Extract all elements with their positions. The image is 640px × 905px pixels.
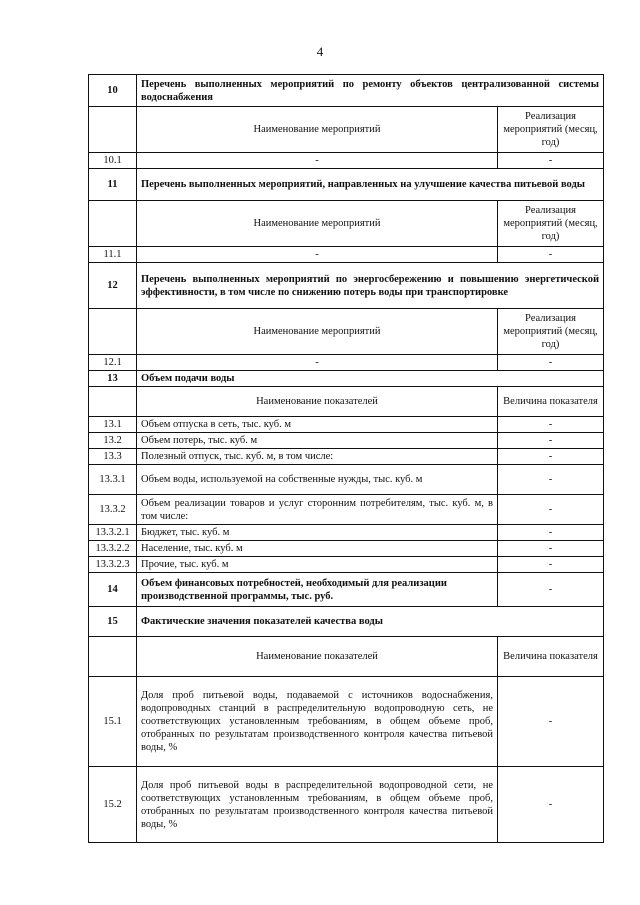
column-header-row bbox=[89, 387, 604, 417]
column-header-row bbox=[89, 107, 604, 153]
section-title: Перечень выполненных мероприятий по ремонту объектов централизованной системы водоснабжения bbox=[137, 75, 604, 107]
row-name: Полезный отпуск, тыс. куб. м, в том числе: bbox=[137, 449, 498, 465]
row-name: - bbox=[137, 247, 498, 263]
column-header-value: Величина показателя bbox=[498, 387, 604, 417]
row-number: 13.3.2.1 bbox=[89, 525, 137, 541]
row-number: 13.3 bbox=[89, 449, 137, 465]
row-name: Население, тыс. куб. м bbox=[137, 541, 498, 557]
table-row bbox=[89, 417, 604, 433]
section-12-header bbox=[89, 263, 604, 309]
row-number: 13.3.2.3 bbox=[89, 557, 137, 573]
section-number: 15 bbox=[89, 607, 137, 637]
row-number: 10.1 bbox=[89, 153, 137, 169]
column-header-events: Наименование мероприятий bbox=[137, 201, 498, 247]
column-header-realization: Реализация мероприятий (месяц, год) bbox=[498, 201, 604, 247]
row-number: 13.2 bbox=[89, 433, 137, 449]
table-row bbox=[89, 525, 604, 541]
row-value: - bbox=[498, 247, 604, 263]
page-number: 4 bbox=[316, 44, 324, 59]
row-number: 13.3.2 bbox=[89, 495, 137, 525]
section-title: Фактические значения показателей качества воды bbox=[137, 607, 604, 637]
section-13-header bbox=[89, 371, 604, 387]
row-name: Объем реализации товаров и услуг сторонним потребителям, тыс. куб. м, в том числе: bbox=[137, 495, 498, 525]
row-name: Объем воды, используемой на собственные нужды, тыс. куб. м bbox=[137, 465, 498, 495]
column-header-realization: Реализация мероприятий (месяц, год) bbox=[498, 107, 604, 153]
row-value: - bbox=[498, 465, 604, 495]
column-header-indicators: Наименование показателей bbox=[137, 637, 498, 677]
section-11-header bbox=[89, 169, 604, 201]
row-value: - bbox=[498, 573, 604, 607]
row-name: - bbox=[137, 355, 498, 371]
row-number: 12.1 bbox=[89, 355, 137, 371]
row-name: Объем отпуска в сеть, тыс. куб. м bbox=[137, 417, 498, 433]
row-value: - bbox=[498, 449, 604, 465]
column-header-row bbox=[89, 309, 604, 355]
table-row bbox=[89, 153, 604, 169]
table-row bbox=[89, 495, 604, 525]
row-name: - bbox=[137, 153, 498, 169]
section-number: 13 bbox=[89, 371, 137, 387]
section-15-header bbox=[89, 607, 604, 637]
section-title: Объем подачи воды bbox=[137, 371, 604, 387]
empty-cell bbox=[89, 201, 137, 247]
row-value: - bbox=[498, 557, 604, 573]
row-name: Бюджет, тыс. куб. м bbox=[137, 525, 498, 541]
table-row bbox=[89, 355, 604, 371]
row-value: - bbox=[498, 767, 604, 843]
row-value: - bbox=[498, 525, 604, 541]
row-number: 13.1 bbox=[89, 417, 137, 433]
row-number: 15.1 bbox=[89, 677, 137, 767]
table-row bbox=[89, 557, 604, 573]
row-name: Прочие, тыс. куб. м bbox=[137, 557, 498, 573]
row-number: 15.2 bbox=[89, 767, 137, 843]
column-header-row bbox=[89, 201, 604, 247]
section-title: Объем финансовых потребностей, необходимый для реализации производственной программы, тыс. руб. bbox=[137, 573, 498, 607]
row-name: Доля проб питьевой воды в распределительной водопроводной сети, не соответствующих установленным требованиям, в общем объеме проб, отобранных по результатам производственного контроля качества питьевой воды, % bbox=[137, 767, 498, 843]
section-14-header bbox=[89, 573, 604, 607]
table-row bbox=[89, 465, 604, 495]
row-value: - bbox=[498, 153, 604, 169]
column-header-row bbox=[89, 637, 604, 677]
section-number: 12 bbox=[89, 263, 137, 309]
column-header-value: Величина показателя bbox=[498, 637, 604, 677]
table-row bbox=[89, 767, 604, 843]
row-value: - bbox=[498, 417, 604, 433]
table-row bbox=[89, 677, 604, 767]
row-value: - bbox=[498, 495, 604, 525]
column-header-indicators: Наименование показателей bbox=[137, 387, 498, 417]
column-header-realization: Реализация мероприятий (месяц, год) bbox=[498, 309, 604, 355]
table-row bbox=[89, 449, 604, 465]
row-name: Объем потерь, тыс. куб. м bbox=[137, 433, 498, 449]
section-number: 10 bbox=[89, 75, 137, 107]
section-number: 11 bbox=[89, 169, 137, 201]
empty-cell bbox=[89, 387, 137, 417]
section-title: Перечень выполненных мероприятий по энергосбережению и повышению энергетической эффективности, в том числе по снижению потерь воды при транспортировке bbox=[137, 263, 604, 309]
production-program-table bbox=[88, 74, 604, 843]
empty-cell bbox=[89, 107, 137, 153]
row-number: 13.3.1 bbox=[89, 465, 137, 495]
table-row bbox=[89, 541, 604, 557]
row-value: - bbox=[498, 355, 604, 371]
section-10-header bbox=[89, 75, 604, 107]
row-number: 13.3.2.2 bbox=[89, 541, 137, 557]
empty-cell bbox=[89, 309, 137, 355]
row-value: - bbox=[498, 677, 604, 767]
column-header-events: Наименование мероприятий bbox=[137, 309, 498, 355]
table-row bbox=[89, 433, 604, 449]
row-value: - bbox=[498, 433, 604, 449]
empty-cell bbox=[89, 637, 137, 677]
section-title: Перечень выполненных мероприятий, направленных на улучшение качества питьевой воды bbox=[137, 169, 604, 201]
row-name: Доля проб питьевой воды, подаваемой с источников водоснабжения, водопроводных станций в распределительную водопроводную сеть, не соответствующих установленным требованиям, в общем объеме проб, отобранных по результатам производственного контроля качества питьевой воды, % bbox=[137, 677, 498, 767]
row-value: - bbox=[498, 541, 604, 557]
row-number: 11.1 bbox=[89, 247, 137, 263]
section-number: 14 bbox=[89, 573, 137, 607]
table-row bbox=[89, 247, 604, 263]
column-header-events: Наименование мероприятий bbox=[137, 107, 498, 153]
